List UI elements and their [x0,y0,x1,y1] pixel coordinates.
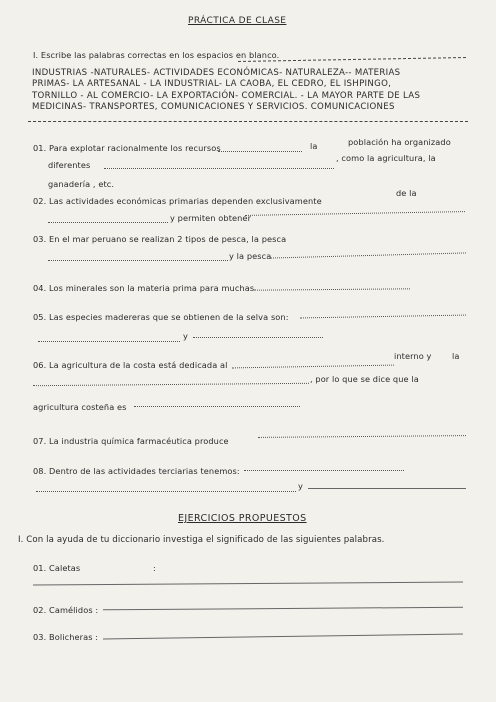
q6-text-e: agricultura costeña es [33,402,127,412]
q5-blank-2[interactable] [38,341,180,342]
q1-text-e: , como la agricultura, la [336,153,436,163]
q8-text-b: y [298,481,303,491]
word-bank-line-1: INDUSTRIAS -NATURALES- ACTIVIDADES ECONÓMICAS- NATURALEZA-- MATERIAS [32,68,401,78]
q1-text-a: 01. Para explotar racionalmente los recursos [33,143,221,153]
q6-text-b: interno y [394,351,432,361]
worksheet-title: PRÁCTICA DE CLASE [188,16,287,26]
word-bank [28,64,468,119]
exercise-item-3-answer-line[interactable] [103,633,463,639]
q8-blank-1[interactable] [244,470,404,471]
exercise-item-1-label: 01. Caletas [33,563,81,573]
q1-blank-2[interactable] [104,168,334,169]
q6-text-d: , por lo que se dice que la [310,374,419,384]
word-bank-line-2: PRIMAS- LA ARTESANAL - LA INDUSTRIAL- LA CAOBA, EL CEDRO, EL ISHPINGO, [32,79,392,89]
q5-text-b: y [183,331,188,341]
q3-blank-1[interactable] [48,260,228,261]
section2-instruction: I. Con la ayuda de tu diccionario investiga el significado de las siguientes palabras. [18,535,385,545]
q1-blank-1[interactable] [218,151,302,152]
q3-text-b: y la pesca [229,251,272,261]
q6-text-a: 06. La agricultura de la costa está dedicada al [33,360,228,370]
exercise-item-2-answer-line[interactable] [103,607,463,611]
box-bottom-border [28,121,468,122]
q3-text-a: 03. En el mar peruano se realizan 2 tipos de pesca, la pesca [33,234,287,244]
q5-blank-3[interactable] [193,337,323,338]
q2-blank-1[interactable] [48,222,168,223]
q8-text-a: 08. Dentro de las actividades terciarias tenemos: [33,466,240,476]
q2-text-c: y permiten obtener [170,213,252,223]
q5-blank-1[interactable] [300,315,466,319]
q7-text-a: 07. La industria química farmacéutica produce [33,436,229,446]
q2-text-b: de la [396,188,417,198]
q2-blank-2[interactable] [245,211,465,216]
q1-text-c: población ha organizado [348,137,451,147]
q4-text-a: 04. Los minerales son la materia prima para muchas [33,283,255,293]
q7-blank-1[interactable] [258,435,466,438]
q8-blank-2[interactable] [36,491,296,492]
q5-text-a: 05. Las especies madereras que se obtienen de la selva son: [33,312,289,322]
q2-text-a: 02. Las actividades económicas primarias dependen exclusivamente [33,196,322,206]
exercise-item-1-answer-line[interactable] [33,581,463,585]
section1-instruction: I. Escribe las palabras correctas en los espacios en blanco. [33,50,280,60]
q1-text-f: ganadería , etc. [48,179,115,189]
exercise-item-2-label: 02. Camélidos : [33,605,99,615]
section2-title: EJERCICIOS PROPUESTOS [178,513,307,524]
exercise-item-3-label: 03. Bolicheras : [33,632,99,642]
q6-blank-1[interactable] [232,365,394,369]
q6-blank-2[interactable] [33,383,309,386]
q6-blank-3[interactable] [134,406,300,407]
q8-blank-3[interactable] [308,488,466,489]
word-bank-line-3: TORNILLO - AL COMERCIO- LA EXPORTACIÓN- COMERCIAL. - LA MAYOR PARTE DE LAS [32,91,421,101]
q1-text-d: diferentes [48,160,91,170]
exercise-item-1-colon: : [153,563,156,573]
word-bank-line-4: MEDICINAS- TRANSPORTES, COMUNICACIONES Y SERVICIOS. COMUNICACIONES [32,102,395,112]
q1-text-b: la [310,141,318,151]
q4-blank-1[interactable] [254,288,410,290]
q3-blank-2[interactable] [270,252,466,258]
q6-text-c: la [452,351,460,361]
